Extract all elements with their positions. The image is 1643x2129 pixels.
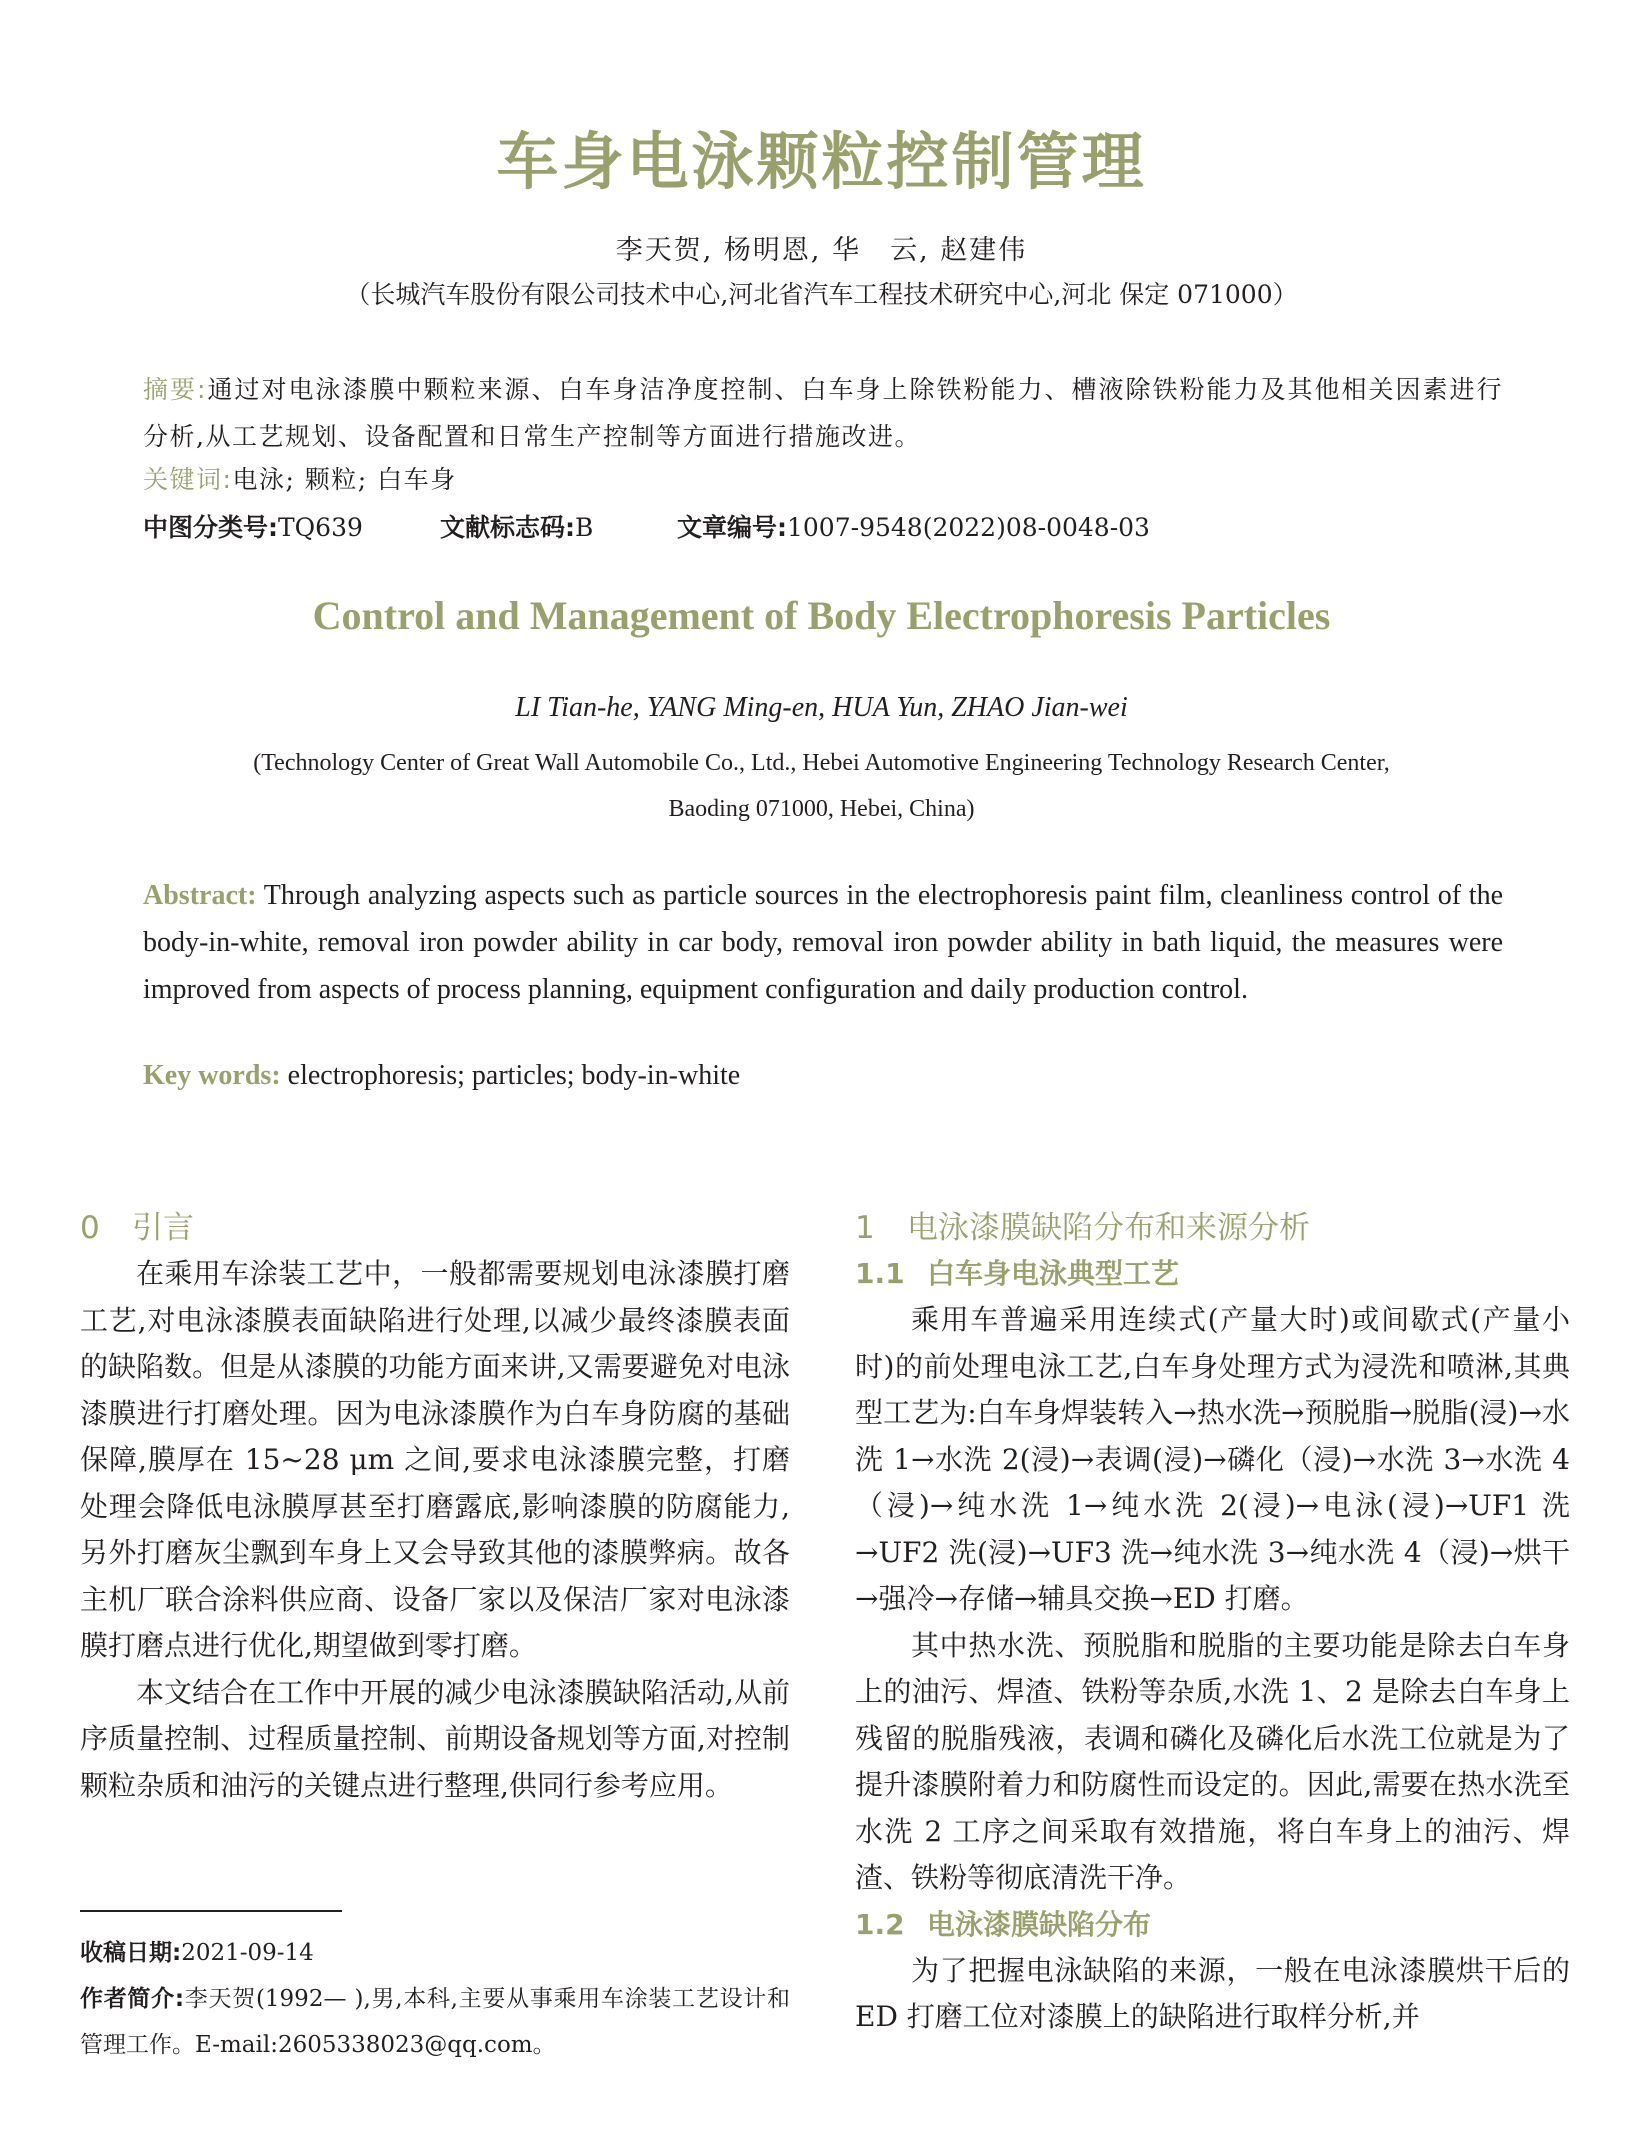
keywords-en <box>143 1060 740 1092</box>
section-1-heading: 1 电泳漆膜缺陷分布和来源分析 <box>855 1210 1310 1246</box>
keywords-cn-text: 电泳; 颗粒; 白车身 <box>232 465 457 494</box>
section-0-paragraph-2: 本文结合在工作中开展的减少电泳漆膜缺陷活动,从前序质量控制、过程质量控制、前期设备规划等方面,对控制颗粒杂质和油污的关键点进行整理,供同行参考应用。 <box>80 1675 790 1802</box>
section-1-1-paragraph-2: 其中热水洗、预脱脂和脱脂的主要功能是除去白车身上的油污、焊渣、铁粉等杂质,水洗 1、2 是除去白车身上残留的脱脂残液，表调和磷化及磷化后水洗工位就是为了提升漆膜附着力和防腐性而设定的。因此,需要在热水洗至水洗 2 工序之间采取有效措施，将白车身上的油污、焊渣、铁粉等彻底清洗干净。 <box>855 1628 1570 1894</box>
keywords-en-text: electrophoresis; particles; body-in-white <box>287 1060 741 1091</box>
document-code: 文献标志码:B <box>440 513 594 542</box>
authors-en: LI Tian-he, YANG Ming-en, HUA Yun, ZHAO Jian-wei <box>515 692 1128 723</box>
authors-cn: 李天贺, 杨明恩, 华 云, 赵建伟 <box>615 235 1028 266</box>
received-date: 收稿日期:2021-09-14 <box>80 1940 314 1966</box>
section-1-2-heading: 1.2 电泳漆膜缺陷分布 <box>855 1907 1152 1941</box>
abstract-cn-text: 通过对电泳漆膜中颗粒来源、白车身洁净度控制、白车身上除铁粉能力、槽液除铁粉能力及其他相关因素进行分析,从工艺规划、设备配置和日常生产控制等方面进行措施改进。 <box>143 375 1503 451</box>
section-1-1-heading: 1.1 白车身电泳典型工艺 <box>855 1257 1180 1290</box>
abstract-cn <box>143 366 1503 460</box>
affiliation-en <box>0 740 1643 832</box>
keywords-cn-label: 关键词: <box>143 465 233 494</box>
abstract-cn-label: 摘要: <box>143 375 207 404</box>
keywords-en-label: Key words: <box>143 1060 281 1091</box>
affiliation-cn: （长城汽车股份有限公司技术中心,河北省汽车工程技术研究中心,河北 保定 071000） <box>345 280 1298 309</box>
abstract-en-text: Through analyzing aspects such as particle sources in the electrophoresis paint film, cleanliness control of the body-in-white, removal iron powder ability in car body, removal iron powder ability in bath liquid, the measures were improved from aspects of process planning, equipment configuration and daily production control. <box>143 880 1504 1005</box>
section-1-2-paragraph-1: 为了把握电泳缺陷的来源，一般在电泳漆膜烘干后的 ED 打磨工位对漆膜上的缺陷进行取样分析,并 <box>855 1953 1570 2033</box>
clc-code: 中图分类号:TQ639 <box>143 513 363 542</box>
abstract-en <box>143 872 1503 1013</box>
author-bio: 作者简介:李天贺(1992— ),男,本科,主要从事乘用车涂装工艺设计和管理工作。E-mail:2605338023@qq.com。 <box>80 1986 790 2058</box>
section-1-1-paragraph-1: 乘用车普遍采用连续式(产量大时)或间歇式(产量小时)的前处理电泳工艺,白车身处理方式为浸洗和喷淋,其典型工艺为:白车身焊装转入→热水洗→预脱脂→脱脂(浸)→水洗 1→水洗 2(浸)→表调(浸)→磷化（浸)→水洗 3→水洗 4（浸)→纯水洗 1→纯水洗 2(浸)→电泳(浸)→UF1 洗→UF2 洗(浸)→UF3 洗→纯水洗 3→纯水洗 4（浸)→烘干→强冷→存储→辅具交换→ED 打磨。 <box>855 1303 1570 1615</box>
affiliation-en-line1: (Technology Center of Great Wall Automobile Co., Ltd., Hebei Automotive Engineering Technology Research Center, <box>253 750 1390 776</box>
left-column <box>80 1205 790 1809</box>
article-number: 文章编号:1007-9548(2022)08-0048-03 <box>677 513 1150 542</box>
footnote-divider <box>80 1910 342 1912</box>
section-0-paragraph-1: 在乘用车涂装工艺中，一般都需要规划电泳漆膜打磨工艺,对电泳漆膜表面缺陷进行处理,以减少最终漆膜表面的缺陷数。但是从漆膜的功能方面来讲,又需要避免对电泳漆膜进行打磨处理。因为电泳漆膜作为白车身防腐的基础保障,膜厚在 15~28 μm 之间,要求电泳漆膜完整，打磨处理会降低电泳膜厚甚至打磨露底,影响漆膜的防腐能力,另外打磨灰尘飘到车身上又会导致其他的漆膜弊病。故各主机厂联合涂料供应商、设备厂家以及保洁厂家对电泳漆膜打磨点进行优化,期望做到零打磨。 <box>80 1257 790 1662</box>
title-cn: 车身电泳颗粒控制管理 <box>496 125 1147 198</box>
abstract-en-label: Abstract: <box>143 880 257 911</box>
section-0-heading: 0 引言 <box>80 1210 194 1246</box>
right-column <box>855 1205 1570 2041</box>
title-en: Control and Management of Body Electrophoresis Particles <box>312 593 1331 638</box>
keywords-cn <box>143 460 457 496</box>
affiliation-en-line2: Baoding 071000, Hebei, China) <box>668 796 975 822</box>
